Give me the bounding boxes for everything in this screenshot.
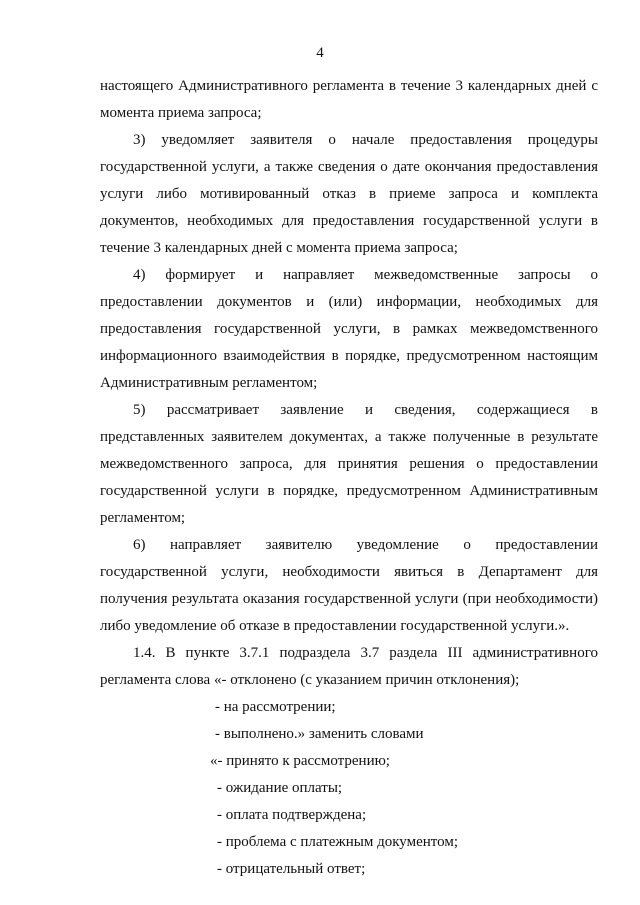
text-line: Административным регламентом;	[100, 375, 318, 391]
list-item-3-line: 3) уведомляет заявителя о начале предоставления процедуры	[133, 132, 598, 148]
text-line: государственной услуги, а также сведения о дате окончания предоставления	[100, 159, 598, 175]
text-line: государственной услуги в порядке, предусмотренном Административным	[100, 483, 598, 499]
list-item-4-line: 4) формирует и направляет межведомственные запросы о	[133, 267, 598, 283]
list-item-5-line: 5) рассматривает заявление и сведения, содержащиеся в	[133, 402, 598, 418]
list-entry: - проблема с платежным документом;	[217, 834, 459, 850]
text-line: настоящего Административного регламента в течение 3 календарных дней с	[100, 78, 598, 94]
list-entry: - оплата подтверждена;	[217, 807, 367, 823]
text-line: получения результата оказания государственной услуги (при необходимости)	[100, 591, 598, 607]
list-item-6-line: 6) направляет заявителю уведомление о предоставлении	[133, 537, 598, 553]
list-entry: - на рассмотрении;	[215, 699, 336, 715]
text-line: предоставлении документов и (или) информации, необходимых для	[100, 294, 598, 310]
text-line: регламентом;	[100, 510, 186, 526]
section-1-4-line: 1.4. В пункте 3.7.1 подраздела 3.7 раздела III административного	[133, 645, 598, 661]
list-entry: «- принято к рассмотрению;	[210, 753, 390, 769]
text-line: услуги либо мотивированный отказ в приеме запроса и комплекта	[100, 186, 598, 202]
list-entry: - выполнено.» заменить словами	[215, 726, 424, 742]
text-line: момента приема запроса;	[100, 105, 262, 121]
text-line: предоставления государственной услуги, в рамках межведомственного	[100, 321, 598, 337]
text-line: межведомственного запроса, для принятия решения о предоставлении	[100, 456, 598, 472]
text-line: государственной услуги, необходимости явиться в Департамент для	[100, 564, 598, 580]
text-line: документов, необходимых для предоставления государственной услуги в	[100, 213, 598, 229]
page-number: 4	[316, 45, 324, 61]
list-entry: - ожидание оплаты;	[217, 780, 343, 796]
list-entry: - отрицательный ответ;	[217, 861, 366, 877]
text-line: информационного взаимодействия в порядке, предусмотренном настоящим	[100, 348, 598, 364]
text-line: регламента слова «- отклонено (с указанием причин отклонения);	[100, 672, 520, 688]
text-line: течение 3 календарных дней с момента приема запроса;	[100, 240, 458, 256]
text-line: либо уведомление об отказе в предоставлении государственной услуги.».	[100, 618, 570, 634]
text-line: представленных заявителем документах, а также полученные в результате	[100, 429, 598, 445]
